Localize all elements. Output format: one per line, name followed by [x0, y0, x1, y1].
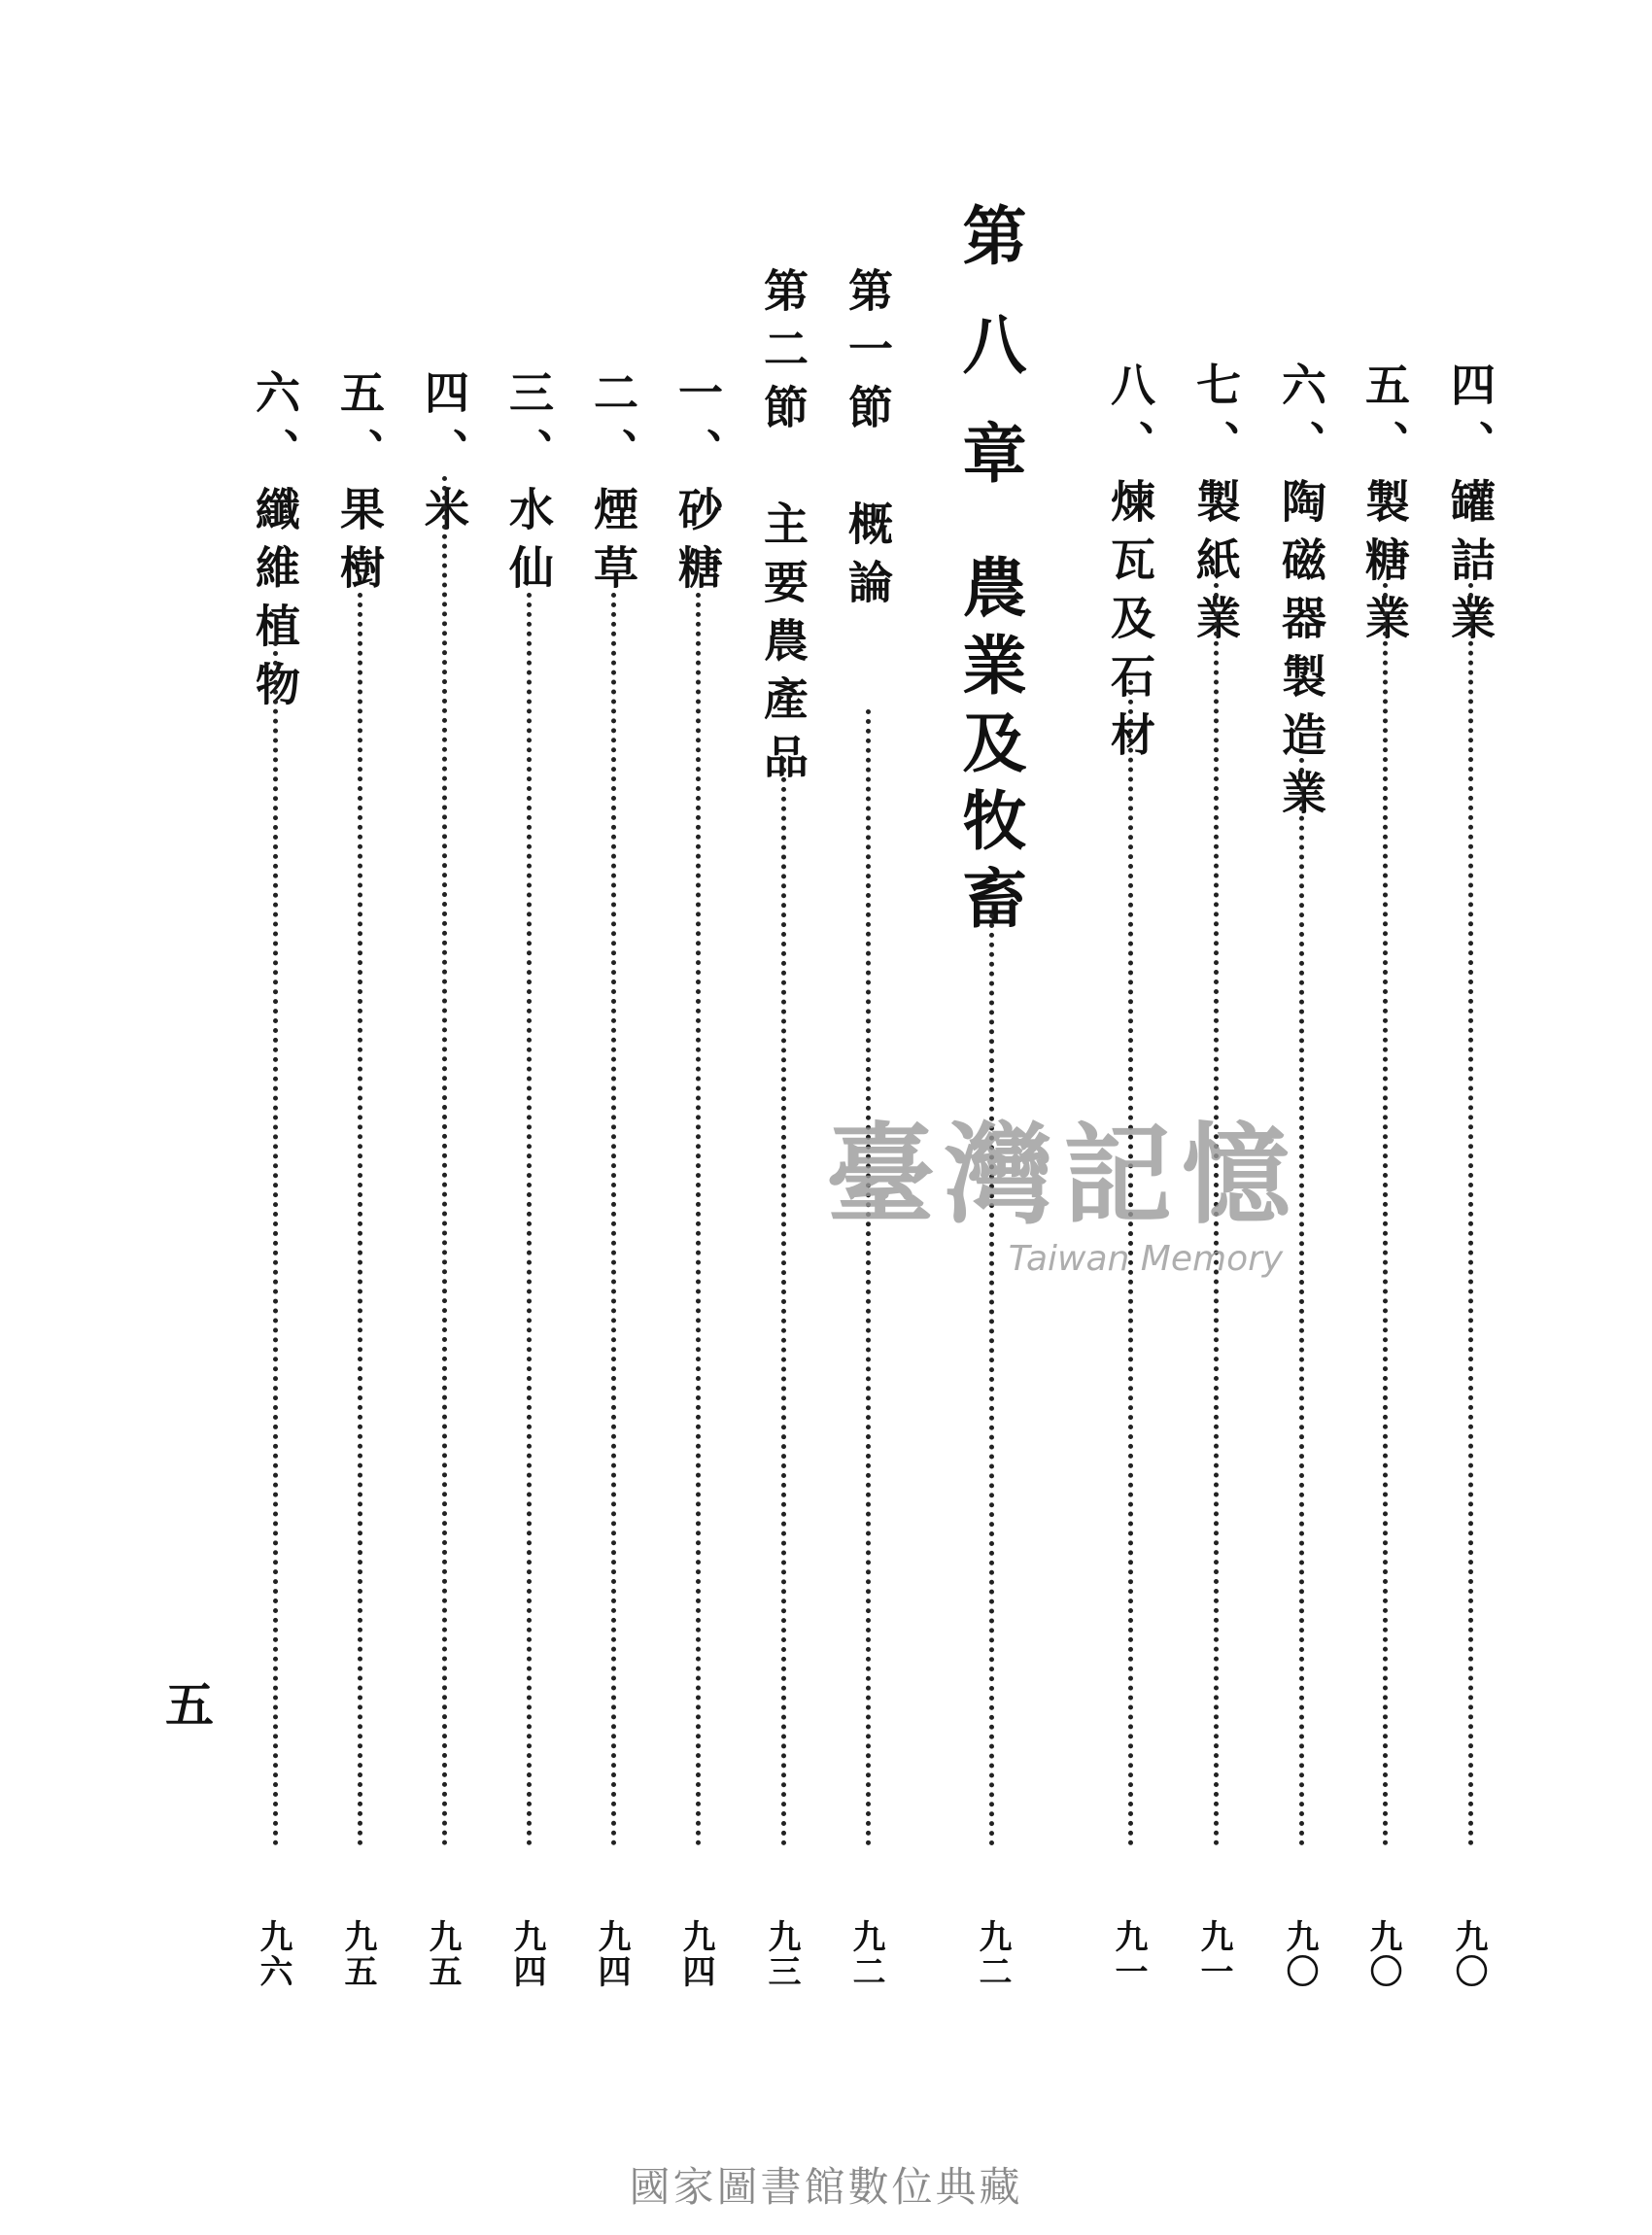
- dot-leader: [273, 641, 278, 1846]
- dot-leader: [527, 593, 532, 1846]
- dot-leader: [781, 758, 786, 1846]
- page-number: 九〇: [1363, 1919, 1402, 1989]
- page-folio: 五: [165, 1676, 214, 1734]
- page-number: 九六: [254, 1919, 293, 1989]
- section-1-overview: 第一節 概論: [842, 267, 894, 617]
- toc-entry-brick-stone: 八、煉瓦及石材: [1104, 361, 1156, 770]
- page-number: 九五: [423, 1919, 462, 1989]
- page-number: 九四: [507, 1919, 546, 1989]
- footer-library-credit: 國家圖書館數位典藏: [629, 2163, 1023, 2211]
- dot-leader: [611, 593, 616, 1846]
- chapter-title: 農業及牧畜: [951, 554, 1027, 943]
- page-number: 九五: [338, 1919, 377, 1989]
- toc-entry-tobacco: 二、煙草: [587, 369, 639, 602]
- dot-leader: [1383, 583, 1388, 1846]
- watermark: [826, 1088, 1300, 1279]
- toc-entry-canning: 四、罐詰業: [1444, 361, 1497, 653]
- dot-leader: [696, 593, 701, 1846]
- watermark-chinese: 臺灣記憶: [826, 1113, 1300, 1239]
- toc-entry-paper: 七、製紙業: [1189, 361, 1242, 653]
- page-number: 九三: [762, 1919, 801, 1989]
- toc-entry-sugar-manufacturing: 五、製糖業: [1359, 361, 1411, 653]
- section-2-main-products: 第二節 主要農產品: [757, 267, 809, 792]
- page-number: 九四: [676, 1919, 715, 1989]
- page-number: 九〇: [1280, 1919, 1319, 1989]
- dot-leader: [1299, 758, 1304, 1846]
- toc-entry-ceramics: 六、陶磁器製造業: [1275, 361, 1327, 828]
- page-number: 九〇: [1449, 1919, 1488, 1989]
- chapter-number: 第八章: [951, 202, 1027, 529]
- toc-entry-narcissus: 三、水仙: [502, 369, 555, 602]
- toc-entry-fiber-plants: 六、纖維植物: [249, 369, 301, 719]
- page-number: 九四: [592, 1919, 631, 1989]
- watermark-english: Taiwan Memory: [1008, 1239, 1284, 1279]
- toc-entry-sugar: 一、砂糖: [671, 369, 724, 602]
- page-number: 九一: [1194, 1919, 1233, 1989]
- page-number: 九二: [846, 1919, 885, 1989]
- dot-leader: [358, 593, 362, 1846]
- dot-leader: [989, 913, 994, 1846]
- toc-entry-fruit-trees: 五、果樹: [333, 369, 386, 602]
- page-number: 九二: [973, 1919, 1012, 1989]
- dot-leader: [442, 476, 447, 1846]
- page-number: 九一: [1109, 1919, 1148, 1989]
- dot-leader: [1468, 583, 1473, 1846]
- toc-entry-rice: 四、米: [418, 369, 470, 544]
